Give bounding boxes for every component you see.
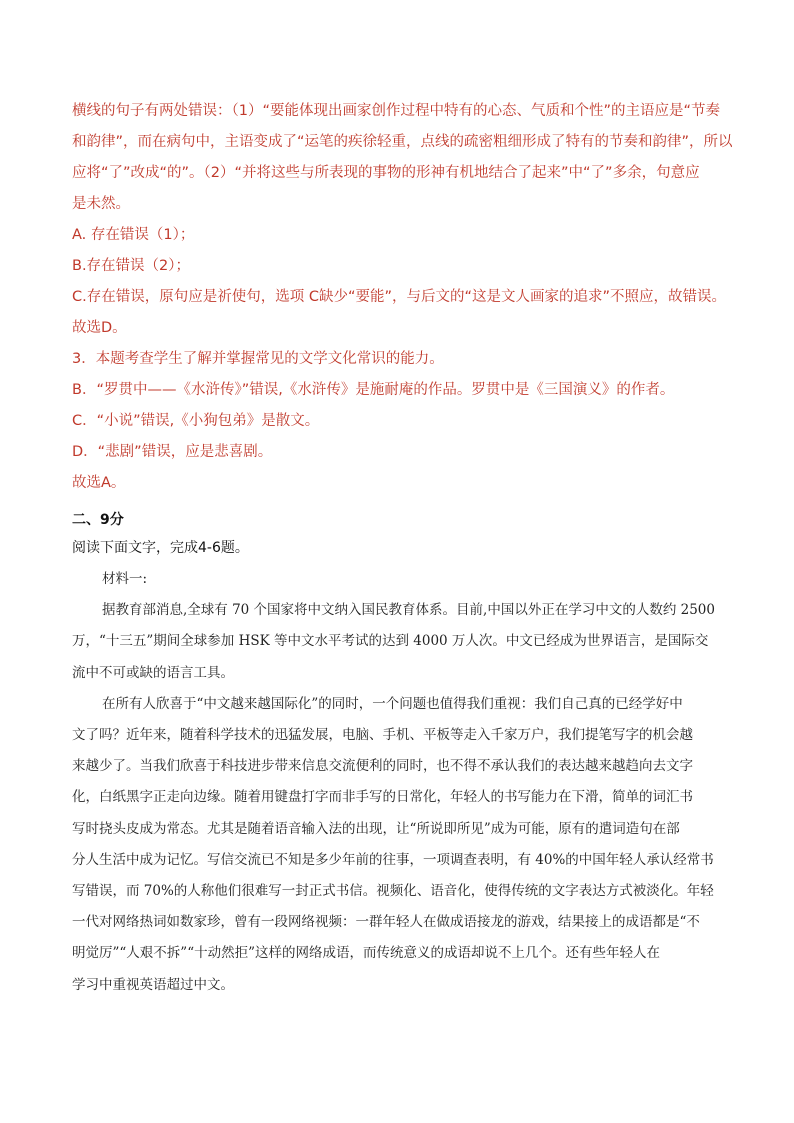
passage-line: 写时挠头皮成为常态。尤其是随着语音输入法的出现，让“所说即所见”成为可能，原有的遣词造句在部: [72, 820, 680, 837]
passage-line: 来越少了。当我们欣喜于科技进步带来信息交流便利的同时，也不得不承认我们的表达越来越趋向去文字: [72, 758, 693, 775]
answer-line: C.存在错误，原句应是祈使句，选项 C缺少“要能”，与后文的“这是文人画家的追求”不照应，故错误。: [72, 289, 727, 305]
passage-line: 文了吗？近年来，随着科学技术的迅猛发展，电脑、手机、平板等走入千家万户，我们提笔写字的机会越: [72, 727, 693, 744]
answer-line: A. 存在错误（1）；: [72, 227, 195, 243]
passage-line: 学习中重视英语超过中文。: [72, 976, 234, 993]
passage-line: 流中不可或缺的语言工具。: [72, 664, 234, 681]
passage-line: 写错误，而 70%的人称他们很难写一封正式书信。视频化、语音化，使得传统的文字表达方式被淡化。年轻: [72, 883, 714, 900]
answer-line: C．“小说”错误,《小狗包弟》是散文。: [72, 413, 320, 429]
material-label: 材料一:: [102, 571, 148, 587]
answer-line: 和韵律”，而在病句中，主语变成了“运笔的疾徐轻重，点线的疏密粗细形成了特有的节奏和韵律”，所以: [72, 134, 733, 150]
answer-line: 故选A。: [72, 475, 126, 491]
passage-line: 一代对网络热词如数家珍，曾有一段网络视频：一群年轻人在做成语接龙的游戏，结果接上的成语都是“不: [72, 914, 700, 931]
answer-line: 应将“了”改成“的”。（2）“并将这些与所表现的事物的形神有机地结合了起来”中“了”多余，句意应: [72, 165, 700, 181]
passage-line: 化，白纸黑字正走向边缘。随着用键盘打字而非手写的日常化，年轻人的书写能力在下滑，简单的词汇书: [72, 789, 693, 806]
answer-line: 3．本题考查学生了解并掌握常见的文学文化常识的能力。: [72, 351, 444, 367]
answer-line: 横线的句子有两处错误：（1）“要能体现出画家创作过程中特有的心态、气质和个性”的主语应是“节奏: [72, 103, 721, 119]
passage-line: 万，“十三五”期间全球参加 HSK 等中文水平考试的达到 4000 万人次。中文已经成为世界语言，是国际交: [72, 633, 709, 650]
section-title: 二、9分: [72, 512, 124, 528]
passage-line: 据教育部消息,全球有 70 个国家将中文纳入国民教育体系。目前,中国以外正在学习中文的人数约 2500: [102, 602, 715, 619]
passage-line: 明觉厉”“人艰不拆”“十动然拒”这样的网络成语，而传统意义的成语却说不上几个。还有些年轻人在: [72, 945, 661, 962]
answer-line: 故选D。: [72, 320, 127, 336]
answer-line: D．“悲剧”错误，应是悲喜剧。: [72, 444, 273, 460]
passage-line: 分人生活中成为记忆。写信交流已不知是多少年前的往事，一项调查表明，有 40%的中国年轻人承认经常书: [72, 851, 714, 868]
answer-line: 是未然。: [72, 196, 130, 212]
answer-line: B.存在错误（2）；: [72, 258, 191, 274]
material-passage: [72, 564, 724, 1001]
reading-instruction: 阅读下面文字，完成4-6题。: [72, 540, 249, 556]
passage-line: 在所有人欣喜于“中文越来越国际化”的同时，一个问题也值得我们重视：我们自己真的已经学好中: [102, 695, 683, 712]
answer-explanation: [72, 96, 732, 499]
answer-line: B．“罗贯中——《水浒传》”错误,《水浒传》是施耐庵的作品。罗贯中是《三国演义》的作者。: [72, 382, 675, 398]
